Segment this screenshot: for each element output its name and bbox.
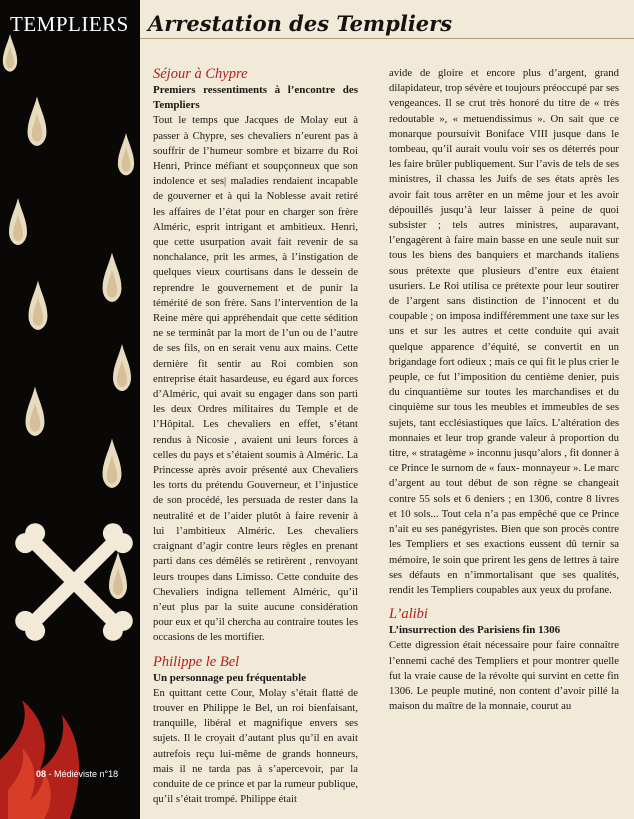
body-text-alibi: Cette digression était nécessaire pour faire connaître l’ennemi caché des Templiers et pour montrer quelle fut la vraie cause de la révolte qui survint en cette fin 1306. Le peuple mutiné, non content d’avoir pillé la maison du maître de la monnaie, courut au [389, 639, 619, 713]
body-text-philippe: En quittant cette Cour, Molay s’était flatté de trouver en Philippe le Bel, un roi bienfaisant, tranquille, libéral et magnifique envers ses sujets. Il le croyait d’autant plus qu’il en avait autrefois reçu lui-même de grands honneurs, mais il ne tarda pas à s’apercevoir, par la conduite de ce prince et par la rumeur publique, qu’il s’était trompé. Philippe était [153, 686, 358, 806]
illustration-panel [0, 0, 140, 819]
page-footer: 08 - Médiéviste n°18 [36, 769, 119, 779]
section-title-philippe: Philippe le Bel [153, 653, 240, 670]
left-column [153, 66, 358, 807]
section-title-alibi: L’alibi [389, 606, 428, 623]
magazine-name: Médiéviste n°18 [54, 769, 119, 779]
section-subtitle-personnage: Un personnage peu fréquentable [153, 671, 307, 684]
flames-and-crossed-bones-icon [0, 0, 140, 819]
body-text-sejour: Tout le temps que Jacques de Molay eut à passer à Chypre, ses chevaliers n’eurent pas à souffrir de l’humeur sombre et bizarre du Roi Henri, Prince méfiant et soupçonneux que son indolence et ses| maladies rendaient incapable de gouverner et à qui la Noblesse avait retiré les affaires de l’état pour en charger son frère Alméric, esprit intrigant et ambitieux. Henri, que cette usurpation avait fait revenir de sa nonchalance, prit les armes, à l’instigation de quelques vieux courtisans dans le dessein de reprendre le gouvernement et de punir la témérité de son frère. Sans l’intervention de la Reine mère qui appréhendait que cette sédition ne se terminât par la mort de l’un ou de l’autre de ses fils, on en serait venu aux mains. Cette dernière fit sentir au Roi combien son entreprise était hasardeuse, eu égard aux forces d’Alméric, qui avait su engager dans son parti les deux Ordres militaires du Temple et de l’Hôpital. Les chevaliers en effet, s’étant rendus à Nicosie , avaient uni leurs forces à celles du pays et s’étaient soumis à Alméric. La Princesse après avoir présenté aux Chevaliers les torts du prétendu Gouverneur, et l’injustice de son procédé, les persuada de rester dans la neutralité et de l’aider plutôt à faire revenir à lui l’ambitieux Alméric. Les chevaliers craignant d’agir contre leurs règles en prenant parti dans ces démêlés se retirèrent , renvoyant leurs troupes dans Limisso. Cette conduite des Chevaliers indigna tellement Alméric, qu’il n’eut plus par la suite aucune considération pour eux et qu’il chercha au contraire toutes les occasions de les mortifier. [153, 114, 358, 644]
section-title-sejour: Séjour à Chypre [153, 66, 248, 82]
section-subtitle-insurrection: L’insurrection des Parisiens fin 1306 [389, 624, 561, 637]
body-text-continued: avide de gloire et encore plus d’argent, grand dilapidateur, trop sévère et toujours préoccupé par ses vengeances. Il se crut très honoré du titre de « très redoutable », « metuendissimus ». On sait que ce monarque poursuivit Boniface VIII jusque dans le tombeau, qu’il aurait voulu voir ses os déterrés pour les faire brûler publiquement. Sur l’avis de tels de ses ministres, il chassa les Juifs de ses états après les avoir fait tous arrêter en un même jour et les avoir dépouillés jusqu’à leur laisser à peine de quoi subsister ; tels autres ministres, auparavant, l’engagèrent à faire main basse en une seule nuit sur tous les biens des banquiers et marchands italiens sous prétexte que plusieurs d’entre eux étaient usuriers. Le Roi utilisa ce prétexte pour leur soutirer de l’argent sans distinction de l’innocent et du coupable ; on imposa indifféremment une taxe sur les uns et sur les autres et cette conduite qui avait quelque apparence d’équité, se convertit en un brigandage fort odieux ; mais ce qui fit le plus crier le peuple, ce fut l’imposition du centième denier, puis du cinquantième sur toutes les marchandises et du cinquième sur tous les meubles et immeubles de ses sujets, tant ecclésiastiques que laïcs. L’altération des monnaies et leur trop grande valeur à proportion du titre, « stratagème » inconnu jusqu’alors , fit donner à ce Prince le surnom de « faux- monnayeur ». Le marc d’argent au tout début de son règne se changeait contre 55 sols et 6 deniers ; en 1306, contre 8 livres et 10 sols... Tout cela n’a pas empêché que ce Prince n’ait eu ses panégyristes. Bien que son procès contre les Templiers et ses exactions eussent dû ternir sa mémoire, le soin que prirent les gens de lettres à taire ses défauts en n’immortalisant que ses qualités, rendit les Templiers coupables aux yeux du profane. [389, 67, 620, 596]
header-title: TEMPLIERS [10, 12, 129, 36]
right-column [389, 66, 619, 714]
section-subtitle-ressentiments: Premiers ressentiments à l’encontre des Templiers [153, 84, 358, 112]
header-rule [140, 38, 634, 39]
page-header [0, 0, 634, 52]
page-number: 08 [36, 769, 47, 779]
header-subtitle: Arrestation des Templiers [148, 11, 453, 36]
